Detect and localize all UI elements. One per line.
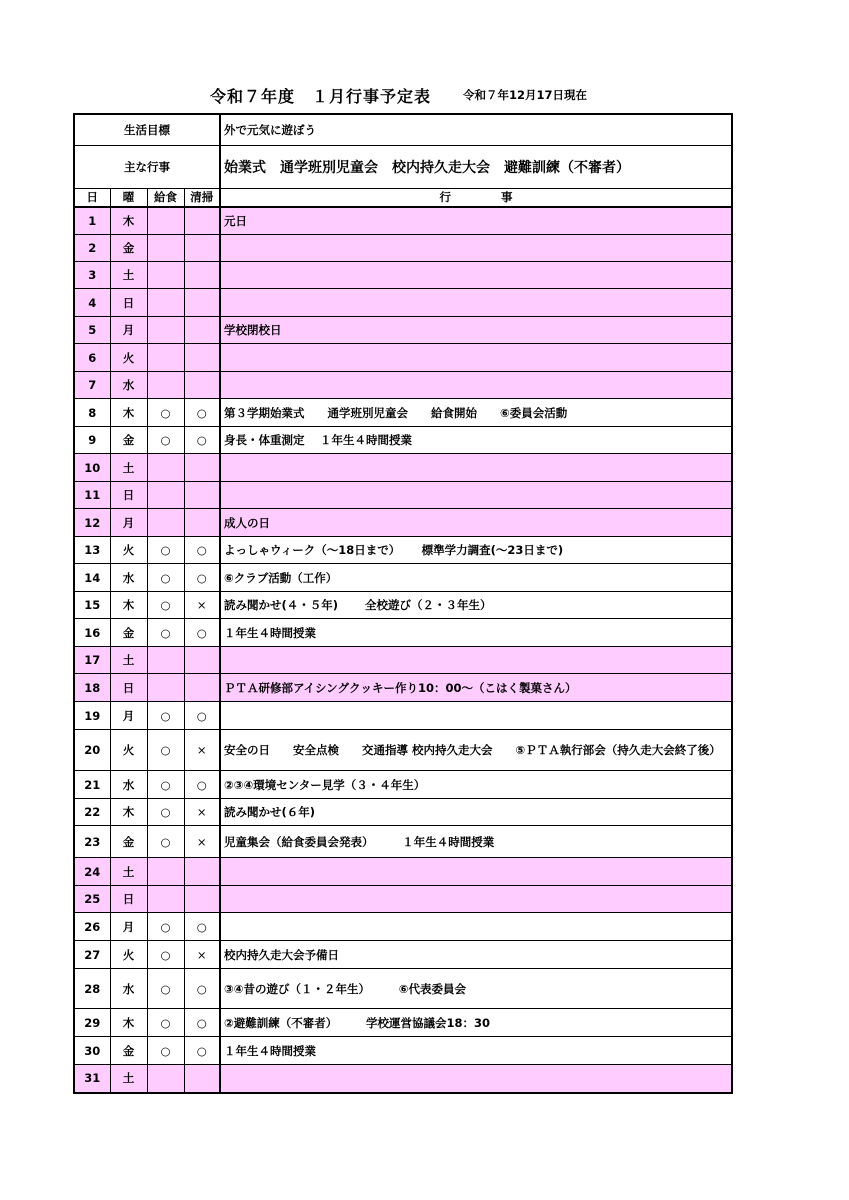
event-cell: ②③④環境センター見学（３・４年生） xyxy=(220,771,732,799)
lunch-cell xyxy=(147,262,184,289)
weekday-cell: 金 xyxy=(110,427,147,454)
cleaning-cell: × xyxy=(184,826,220,858)
day-cell: 8 xyxy=(74,399,110,427)
day-cell: 18 xyxy=(74,674,110,702)
event-cell: ③④昔の遊び（１・２年生） ⑥代表委員会 xyxy=(220,969,732,1009)
lunch-cell xyxy=(147,317,184,344)
event-cell xyxy=(220,482,732,509)
lunch-cell: ○ xyxy=(147,592,184,619)
lunch-cell xyxy=(147,482,184,509)
day-cell: 24 xyxy=(74,858,110,886)
weekday-cell: 月 xyxy=(110,913,147,941)
table-row xyxy=(74,674,732,702)
table-row xyxy=(74,509,732,537)
event-cell: 安全の日 安全点検 交通指導 校内持久走大会 ⑤ＰＴＡ執行部会（持久走大会終了後） xyxy=(220,730,732,771)
lunch-cell xyxy=(147,886,184,913)
table-row xyxy=(74,1065,732,1093)
weekday-cell: 火 xyxy=(110,941,147,969)
weekday-cell: 水 xyxy=(110,771,147,799)
lunch-cell: ○ xyxy=(147,1037,184,1065)
lunch-cell: ○ xyxy=(147,1009,184,1037)
day-cell: 27 xyxy=(74,941,110,969)
event-cell xyxy=(220,344,732,372)
event-cell xyxy=(220,647,732,674)
goal-row xyxy=(74,114,732,145)
weekday-cell: 土 xyxy=(110,858,147,886)
cleaning-cell xyxy=(184,509,220,537)
cleaning-cell: ○ xyxy=(184,399,220,427)
cleaning-cell: ○ xyxy=(184,969,220,1009)
weekday-cell: 木 xyxy=(110,207,147,235)
cleaning-cell xyxy=(184,235,220,262)
main-events-row xyxy=(74,145,732,188)
weekday-cell: 月 xyxy=(110,702,147,730)
day-cell: 5 xyxy=(74,317,110,344)
weekday-cell: 木 xyxy=(110,592,147,619)
table-row xyxy=(74,537,732,564)
event-cell: ②避難訓練（不審者） 学校運営協議会18：30 xyxy=(220,1009,732,1037)
weekday-cell: 月 xyxy=(110,509,147,537)
weekday-cell: 水 xyxy=(110,372,147,399)
lunch-cell: ○ xyxy=(147,427,184,454)
table-row xyxy=(74,592,732,619)
day-cell: 23 xyxy=(74,826,110,858)
lunch-cell: ○ xyxy=(147,537,184,564)
cleaning-cell xyxy=(184,344,220,372)
table-row xyxy=(74,372,732,399)
cleaning-cell xyxy=(184,886,220,913)
lunch-cell xyxy=(147,509,184,537)
day-cell: 16 xyxy=(74,619,110,647)
table-row xyxy=(74,647,732,674)
weekday-cell: 金 xyxy=(110,826,147,858)
column-header-row xyxy=(74,188,732,207)
lunch-cell: ○ xyxy=(147,826,184,858)
table-row xyxy=(74,886,732,913)
cleaning-cell: ○ xyxy=(184,702,220,730)
event-cell: ⑥クラブ活動（工作） xyxy=(220,564,732,592)
event-cell: 読み聞かせ(６年) xyxy=(220,799,732,826)
day-cell: 30 xyxy=(74,1037,110,1065)
weekday-cell: 月 xyxy=(110,317,147,344)
weekday-cell: 土 xyxy=(110,454,147,482)
table-row xyxy=(74,262,732,289)
event-cell xyxy=(220,262,732,289)
cleaning-cell: × xyxy=(184,592,220,619)
main-events-value: 始業式 通学班別児童会 校内持久走大会 避難訓練（不審者） xyxy=(220,145,732,188)
table-row xyxy=(74,913,732,941)
lunch-cell xyxy=(147,858,184,886)
cleaning-cell: ○ xyxy=(184,1037,220,1065)
event-cell xyxy=(220,372,732,399)
cleaning-cell: × xyxy=(184,799,220,826)
table-row xyxy=(74,289,732,317)
day-cell: 29 xyxy=(74,1009,110,1037)
cleaning-cell xyxy=(184,674,220,702)
day-cell: 14 xyxy=(74,564,110,592)
lunch-cell xyxy=(147,454,184,482)
event-cell: よっしゃウィーク（～18日まで） 標準学力調査(～23日まで) xyxy=(220,537,732,564)
table-row xyxy=(74,619,732,647)
table-row xyxy=(74,702,732,730)
day-cell: 3 xyxy=(74,262,110,289)
weekday-cell: 水 xyxy=(110,969,147,1009)
table-row xyxy=(74,454,732,482)
column-header-cleaning: 清掃 xyxy=(184,188,220,207)
cleaning-cell: × xyxy=(184,730,220,771)
weekday-cell: 土 xyxy=(110,1065,147,1093)
cleaning-cell xyxy=(184,858,220,886)
table-row xyxy=(74,771,732,799)
event-cell xyxy=(220,454,732,482)
lunch-cell: ○ xyxy=(147,399,184,427)
cleaning-cell xyxy=(184,454,220,482)
event-cell: 学校閉校日 xyxy=(220,317,732,344)
lunch-cell xyxy=(147,674,184,702)
weekday-cell: 火 xyxy=(110,344,147,372)
day-cell: 11 xyxy=(74,482,110,509)
lunch-cell xyxy=(147,1065,184,1093)
weekday-cell: 木 xyxy=(110,399,147,427)
page-title: 令和７年度 １月行事予定表 xyxy=(210,87,432,106)
weekday-cell: 木 xyxy=(110,1009,147,1037)
lunch-cell: ○ xyxy=(147,619,184,647)
weekday-cell: 金 xyxy=(110,235,147,262)
lunch-cell xyxy=(147,344,184,372)
table-row xyxy=(74,1009,732,1037)
document-header xyxy=(0,84,849,106)
lunch-cell: ○ xyxy=(147,564,184,592)
event-cell xyxy=(220,289,732,317)
column-header-day: 日 xyxy=(74,188,110,207)
day-cell: 2 xyxy=(74,235,110,262)
cleaning-cell xyxy=(184,647,220,674)
event-cell xyxy=(220,1065,732,1093)
day-cell: 19 xyxy=(74,702,110,730)
cleaning-cell: ○ xyxy=(184,771,220,799)
cleaning-cell: ○ xyxy=(184,564,220,592)
lunch-cell: ○ xyxy=(147,730,184,771)
day-cell: 1 xyxy=(74,207,110,235)
cleaning-cell: ○ xyxy=(184,1009,220,1037)
lunch-cell: ○ xyxy=(147,702,184,730)
weekday-cell: 土 xyxy=(110,647,147,674)
cleaning-cell xyxy=(184,207,220,235)
event-cell xyxy=(220,235,732,262)
weekday-cell: 水 xyxy=(110,564,147,592)
lunch-cell: ○ xyxy=(147,913,184,941)
weekday-cell: 金 xyxy=(110,619,147,647)
table-row xyxy=(74,969,732,1009)
weekday-cell: 土 xyxy=(110,262,147,289)
column-header-events: 行事 xyxy=(220,188,732,207)
event-cell: 元日 xyxy=(220,207,732,235)
table-row xyxy=(74,235,732,262)
day-cell: 6 xyxy=(74,344,110,372)
table-row xyxy=(74,730,732,771)
table-row xyxy=(74,941,732,969)
event-cell xyxy=(220,913,732,941)
table-row xyxy=(74,799,732,826)
table-row xyxy=(74,317,732,344)
event-cell: 校内持久走大会予備日 xyxy=(220,941,732,969)
lunch-cell: ○ xyxy=(147,941,184,969)
event-cell xyxy=(220,702,732,730)
lunch-cell: ○ xyxy=(147,771,184,799)
event-cell: 成人の日 xyxy=(220,509,732,537)
event-cell: 読み聞かせ(４・５年) 全校遊び（２・３年生） xyxy=(220,592,732,619)
day-cell: 28 xyxy=(74,969,110,1009)
event-cell xyxy=(220,858,732,886)
as-of-date: 令和７年12月17日現在 xyxy=(463,88,588,102)
day-cell: 12 xyxy=(74,509,110,537)
table-row xyxy=(74,399,732,427)
table-row xyxy=(74,482,732,509)
weekday-cell: 金 xyxy=(110,1037,147,1065)
column-header-weekday: 曜 xyxy=(110,188,147,207)
day-cell: 22 xyxy=(74,799,110,826)
table-row xyxy=(74,207,732,235)
weekday-cell: 日 xyxy=(110,482,147,509)
lunch-cell xyxy=(147,235,184,262)
lunch-cell: ○ xyxy=(147,969,184,1009)
lunch-cell: ○ xyxy=(147,799,184,826)
day-cell: 10 xyxy=(74,454,110,482)
cleaning-cell xyxy=(184,372,220,399)
day-cell: 7 xyxy=(74,372,110,399)
cleaning-cell xyxy=(184,289,220,317)
table-row xyxy=(74,858,732,886)
schedule-table xyxy=(73,113,733,1094)
day-cell: 15 xyxy=(74,592,110,619)
cleaning-cell xyxy=(184,482,220,509)
event-cell: １年生４時間授業 xyxy=(220,1037,732,1065)
event-cell xyxy=(220,886,732,913)
weekday-cell: 日 xyxy=(110,289,147,317)
table-row xyxy=(74,826,732,858)
day-cell: 31 xyxy=(74,1065,110,1093)
cleaning-cell: × xyxy=(184,941,220,969)
goal-value: 外で元気に遊ぼう xyxy=(220,114,732,145)
table-row xyxy=(74,344,732,372)
lunch-cell xyxy=(147,647,184,674)
cleaning-cell: ○ xyxy=(184,427,220,454)
cleaning-cell: ○ xyxy=(184,537,220,564)
lunch-cell xyxy=(147,372,184,399)
main-events-label: 主な行事 xyxy=(74,145,220,188)
weekday-cell: 日 xyxy=(110,674,147,702)
day-cell: 20 xyxy=(74,730,110,771)
day-cell: 4 xyxy=(74,289,110,317)
day-cell: 21 xyxy=(74,771,110,799)
weekday-cell: 火 xyxy=(110,537,147,564)
table-row xyxy=(74,427,732,454)
weekday-cell: 木 xyxy=(110,799,147,826)
table-row xyxy=(74,564,732,592)
event-cell: ＰＴＡ研修部アイシングクッキー作り10：00～（こはく製菓さん） xyxy=(220,674,732,702)
lunch-cell xyxy=(147,207,184,235)
event-cell: 児童集会（給食委員会発表） １年生４時間授業 xyxy=(220,826,732,858)
goal-label: 生活目標 xyxy=(74,114,220,145)
event-cell: 身長・体重測定 １年生４時間授業 xyxy=(220,427,732,454)
weekday-cell: 日 xyxy=(110,886,147,913)
day-cell: 9 xyxy=(74,427,110,454)
cleaning-cell xyxy=(184,262,220,289)
event-cell: １年生４時間授業 xyxy=(220,619,732,647)
lunch-cell xyxy=(147,289,184,317)
cleaning-cell: ○ xyxy=(184,913,220,941)
weekday-cell: 火 xyxy=(110,730,147,771)
cleaning-cell xyxy=(184,317,220,344)
event-cell: 第３学期始業式 通学班別児童会 給食開始 ⑥委員会活動 xyxy=(220,399,732,427)
cleaning-cell xyxy=(184,1065,220,1093)
cleaning-cell: ○ xyxy=(184,619,220,647)
column-header-lunch: 給食 xyxy=(147,188,184,207)
table-row xyxy=(74,1037,732,1065)
day-cell: 26 xyxy=(74,913,110,941)
day-cell: 17 xyxy=(74,647,110,674)
day-cell: 25 xyxy=(74,886,110,913)
day-cell: 13 xyxy=(74,537,110,564)
